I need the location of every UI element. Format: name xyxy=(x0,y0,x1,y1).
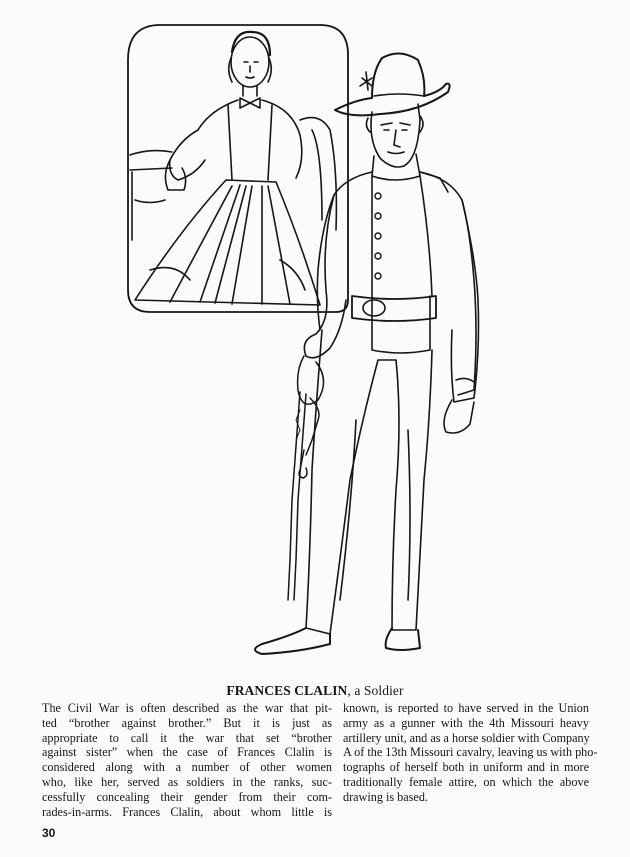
text-line: tographs of herself both in uniform and in more xyxy=(343,760,589,775)
inset-chair xyxy=(300,118,336,230)
text-line: known, is reported to have served in the Union xyxy=(343,701,589,715)
text-column-right xyxy=(343,701,598,805)
cavalry-sword xyxy=(288,356,324,600)
woman-bodice xyxy=(170,100,302,180)
text-line: The Civil War is often described as the war that pit- xyxy=(42,701,332,715)
page-number: 30 xyxy=(42,826,56,840)
woman-head xyxy=(231,37,269,87)
text-line: drawing is based. xyxy=(343,789,428,804)
inset-portrait xyxy=(128,25,348,312)
woman-skirt xyxy=(135,180,320,305)
text-line: artillery unit, and as a horse soldier with Company xyxy=(343,730,590,745)
soldier-hat xyxy=(335,53,450,115)
woman-bow xyxy=(240,98,260,108)
text-line: considered along with a number of other women xyxy=(42,760,332,775)
text-column-left xyxy=(42,701,332,819)
text-line: cessfully concealing their gender from their com- xyxy=(42,789,332,804)
soldier-figure xyxy=(255,53,479,654)
inset-table xyxy=(130,151,172,240)
caption-subtitle: , a Soldier xyxy=(347,683,404,698)
text-line: rades-in-arms. Frances Clalin, about whom little is xyxy=(42,804,332,819)
soldier-belt xyxy=(352,296,436,321)
text-line: A of the 13th Missouri cavalry, leaving us with pho- xyxy=(343,745,598,760)
text-line: who, like her, served as soldiers in the ranks, suc- xyxy=(42,774,332,789)
soldier-trousers xyxy=(306,330,432,634)
text-line: ted “brother against brother.” But it is just as xyxy=(42,715,332,730)
soldier-shoe-right xyxy=(386,628,420,650)
illustration-caption xyxy=(0,683,630,699)
hat-insignia xyxy=(360,72,372,90)
belt-buckle xyxy=(363,300,385,316)
jacket-buttons xyxy=(375,193,381,279)
text-line: appropriate to call it the war that set “brother xyxy=(42,730,332,745)
text-line: army as a gunner with the 4th Missouri heavy xyxy=(343,715,589,730)
text-line: against sister” when the case of Frances Clalin is xyxy=(42,745,332,760)
caption-name: FRANCES CLALIN xyxy=(226,683,348,698)
text-line: traditionally female attire, on which the above xyxy=(343,774,589,789)
